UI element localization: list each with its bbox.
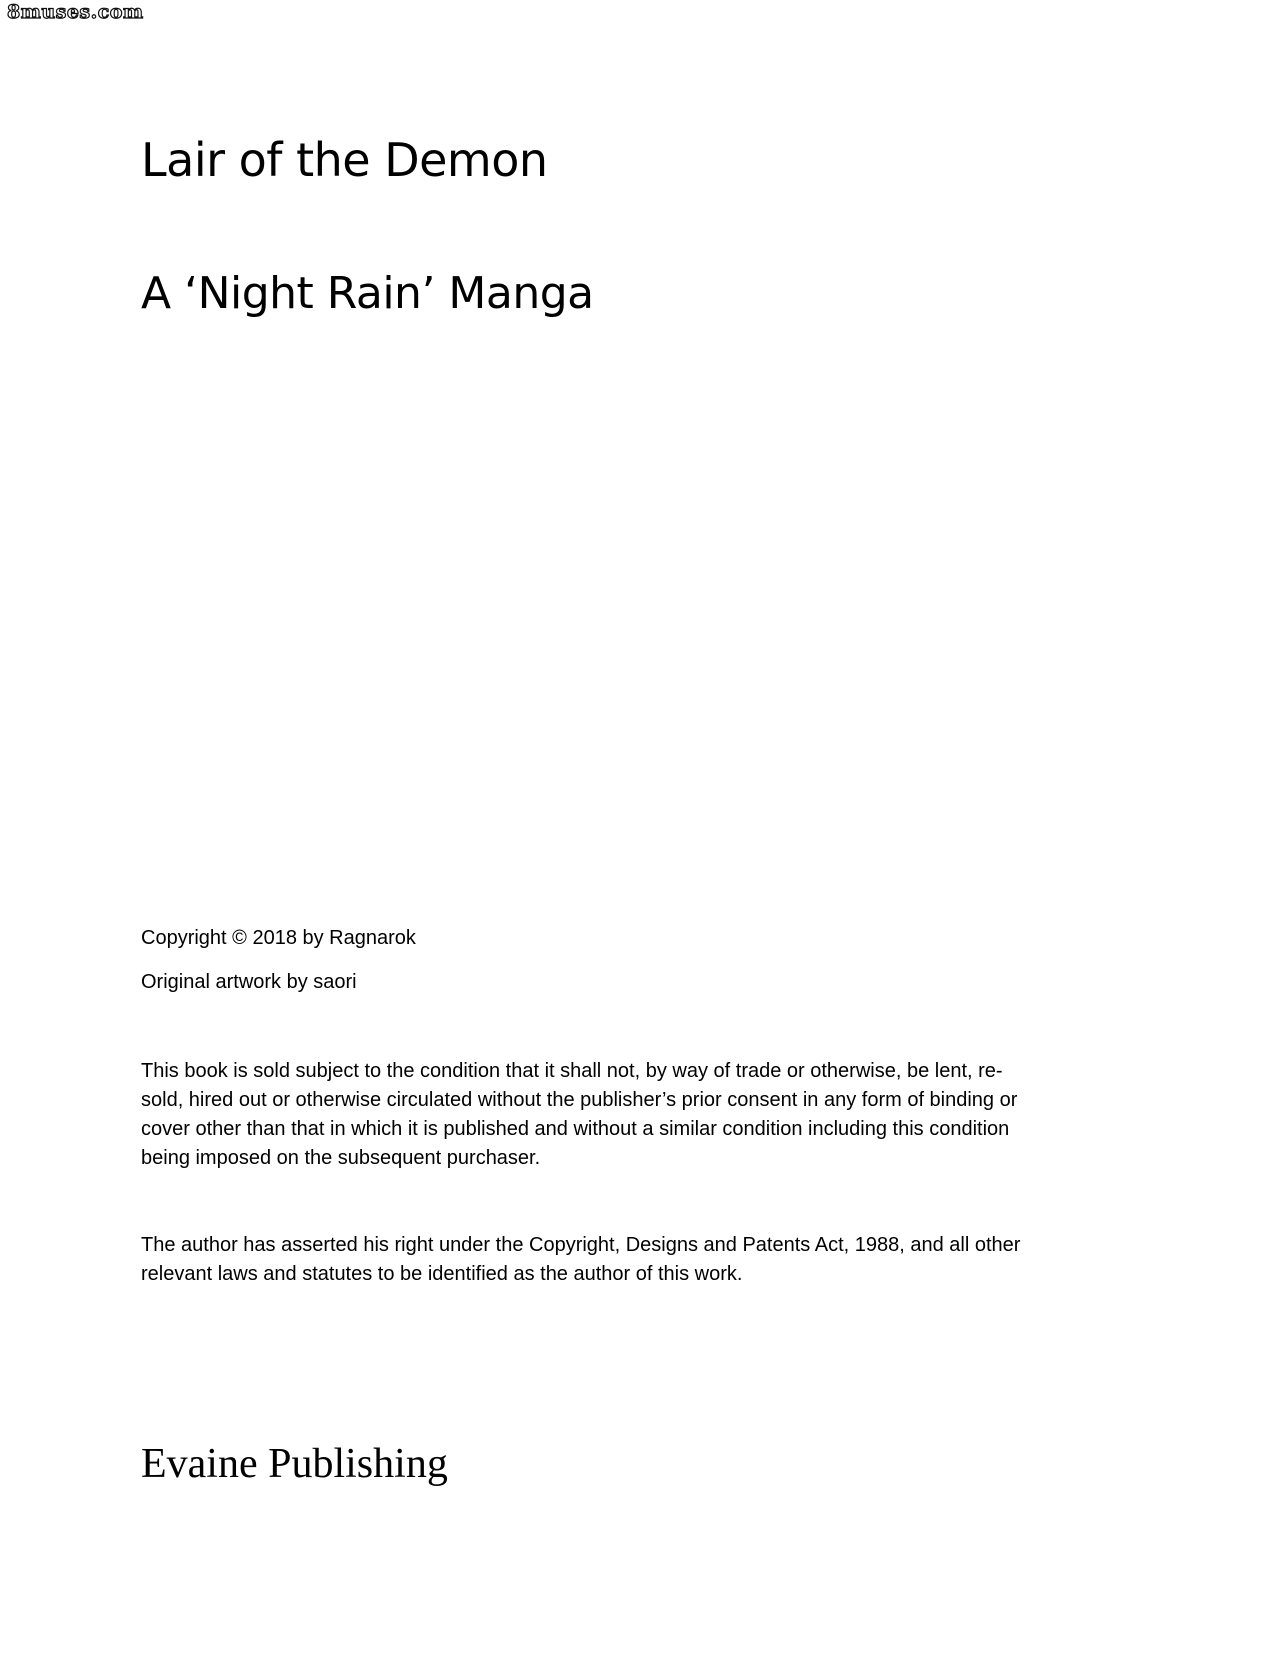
copyright-line: Copyright © 2018 by Ragnarok <box>141 927 416 949</box>
author-rights-paragraph: The author has asserted his right under the Copyright, Designs and Patents Act, 1988, and all other relevant laws and statutes to be identified as the author of this work. <box>141 1234 1021 1285</box>
artwork-credit: Original artwork by saori <box>141 971 357 993</box>
sale-condition-paragraph: This book is sold subject to the condition that it shall not, by way of trade or otherwise, be lent, re-sold, hired out or otherwise circulated without the publisher’s prior consent in any form of binding or cover other than that in which it is published and without a similar condition including this condition being imposed on the subsequent purchaser. <box>141 1060 1018 1169</box>
book-title: Lair of the Demon <box>141 133 548 187</box>
publisher-name: Evaine Publishing <box>141 1441 448 1487</box>
watermark-logo: 8muses.com <box>7 1 144 23</box>
book-subtitle: A ‘Night Rain’ Manga <box>141 268 594 319</box>
